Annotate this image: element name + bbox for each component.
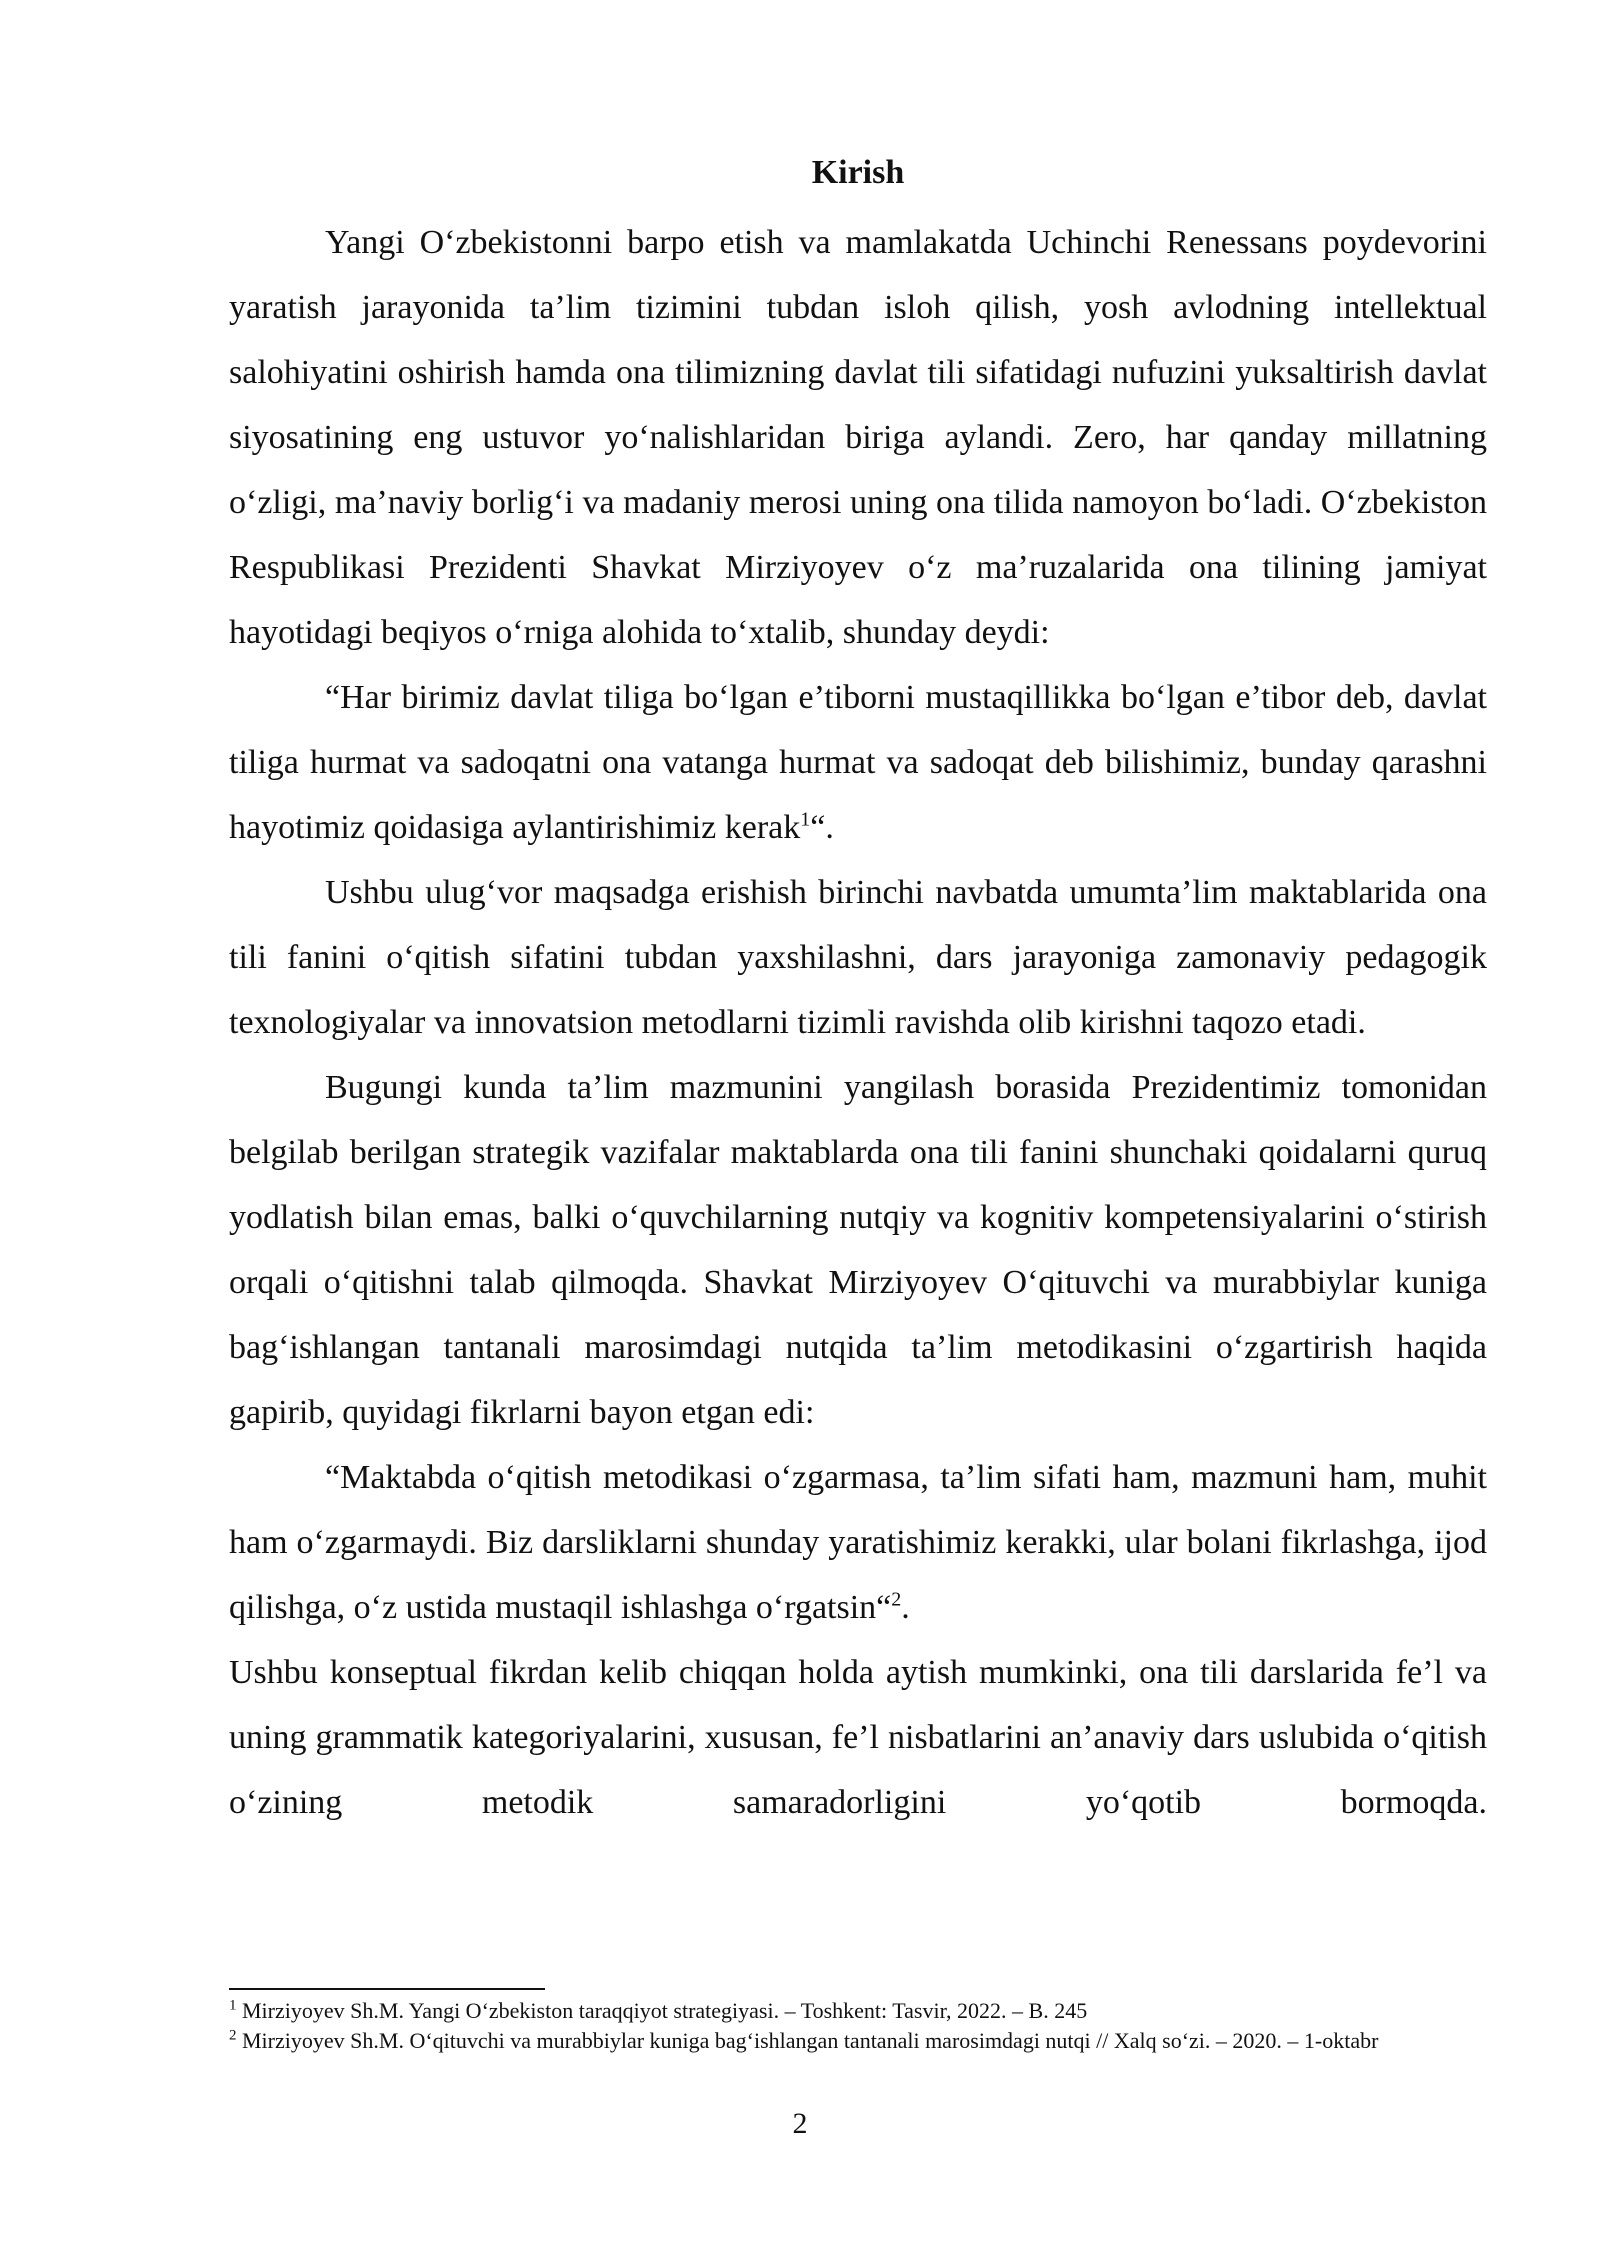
footnote-ref-1[interactable]: 1 (800, 808, 811, 831)
footnote-text-1: Mirziyoyev Sh.M. Yangi O‘zbekiston taraqqiyot strategiyasi. – Toshkent: Tasvir, 2022. – B. 245 (236, 1998, 1088, 2023)
paragraph-today: Bugungi kunda ta’lim mazmunini yangilash borasida Prezidentimiz tomonidan belgilab berilgan strategik vazifalar maktablarda ona tili fanini shunchaki qoidalarni quruq yodlatish bilan emas, balki o‘quvchilarning nutqiy va kognitiv kompetensiyalarini o‘stirish orqali o‘qitishni talab qilmoqda. Shavkat Mirziyoyev O‘qituvchi va murabbiylar kuniga bag‘ishlangan tantanali marosimdagi nutqida ta’lim metodikasini o‘zgartirish haqida gapirib, quyidagi fikrlarni bayon etgan edi: (229, 1069, 1487, 1431)
quote-paragraph-1 (229, 665, 1487, 860)
body-text (229, 146, 1487, 1835)
footnote-separator (229, 1988, 545, 1990)
footnote-2 (229, 2026, 1487, 2056)
paragraph-conclusion: Ushbu konseptual fikrdan kelib chiqqan holda aytish mumkinki, ona tili darslarida fe’l va uning grammatik kategoriyalarini, xususan, fe’l nisbatlarini an’anaviy dars uslubida o‘qitish o‘zining metodik samaradorligini yo‘qotib bormoqda. (229, 1654, 1487, 1821)
quote-end-1: “. (810, 809, 834, 846)
footnotes (229, 1988, 1487, 2056)
paragraph-goal: Ushbu ulug‘vor maqsadga erishish birinchi navbatda umumta’lim maktablarida ona tili fanini o‘qitish sifatini tubdan yaxshilashni, dars jarayoniga zamonaviy pedagogik texnologiyalar va innovatsion metodlarni tizimli ravishda olib kirishni taqozo etadi. (229, 874, 1487, 1041)
footnote-mark-1: 1 (229, 1997, 237, 2014)
section-title: Kirish (811, 154, 905, 191)
footnote-text-2: Mirziyoyev Sh.M. O‘qituvchi va murabbiylar kuniga bag‘ishlangan tantanali marosimdagi nutqi // Xalq so‘zi. – 2020. – 1-oktabr (236, 2028, 1379, 2053)
quote-end-2: . (901, 1589, 910, 1626)
quote-paragraph-2 (229, 1445, 1487, 1640)
footnote-ref-2[interactable]: 2 (891, 1588, 902, 1611)
paragraph-intro: Yangi O‘zbekistonni barpo etish va mamlakatda Uchinchi Renessans poydevorini yaratish jarayonida ta’lim tizimini tubdan isloh qilish, yosh avlodning intellektual salohiyatini oshirish hamda ona tilimizning davlat tili sifatidagi nufuzini yuksaltirish davlat siyosatining eng ustuvor yo‘nalishlaridan biriga aylandi. Zero, har qanday millatning o‘zligi, ma’naviy borlig‘i va madaniy merosi uning ona tilida namoyon bo‘ladi. O‘zbekiston Respublikasi Prezidenti Shavkat Mirziyoyev o‘z ma’ruzalarida ona tilining jamiyat hayotidagi beqiyos o‘rniga alohida to‘xtalib, shunday deydi: (229, 224, 1487, 651)
footnote-mark-2: 2 (229, 2027, 237, 2044)
footnote-1 (229, 1996, 1487, 2026)
page-number: 2 (792, 2107, 808, 2140)
quote-text-2: “Maktabda o‘qitish metodikasi o‘zgarmasa, ta’lim sifati ham, mazmuni ham, muhit ham o‘zgarmaydi. Biz darsliklarni shunday yaratishimiz kerakki, ular bolani fikrlashga, ijod qilishga, o‘z ustida mustaqil ishlashga o‘rgatsin“ (229, 1459, 1487, 1626)
quote-text-1: “Har birimiz davlat tiliga bo‘lgan e’tiborni mustaqillikka bo‘lgan e’tibor deb, davlat tiliga hurmat va sadoqatni ona vatanga hurmat va sadoqat deb bilishimiz, bunday qarashni hayotimiz qoidasiga aylantirishimiz kerak (229, 679, 1487, 846)
